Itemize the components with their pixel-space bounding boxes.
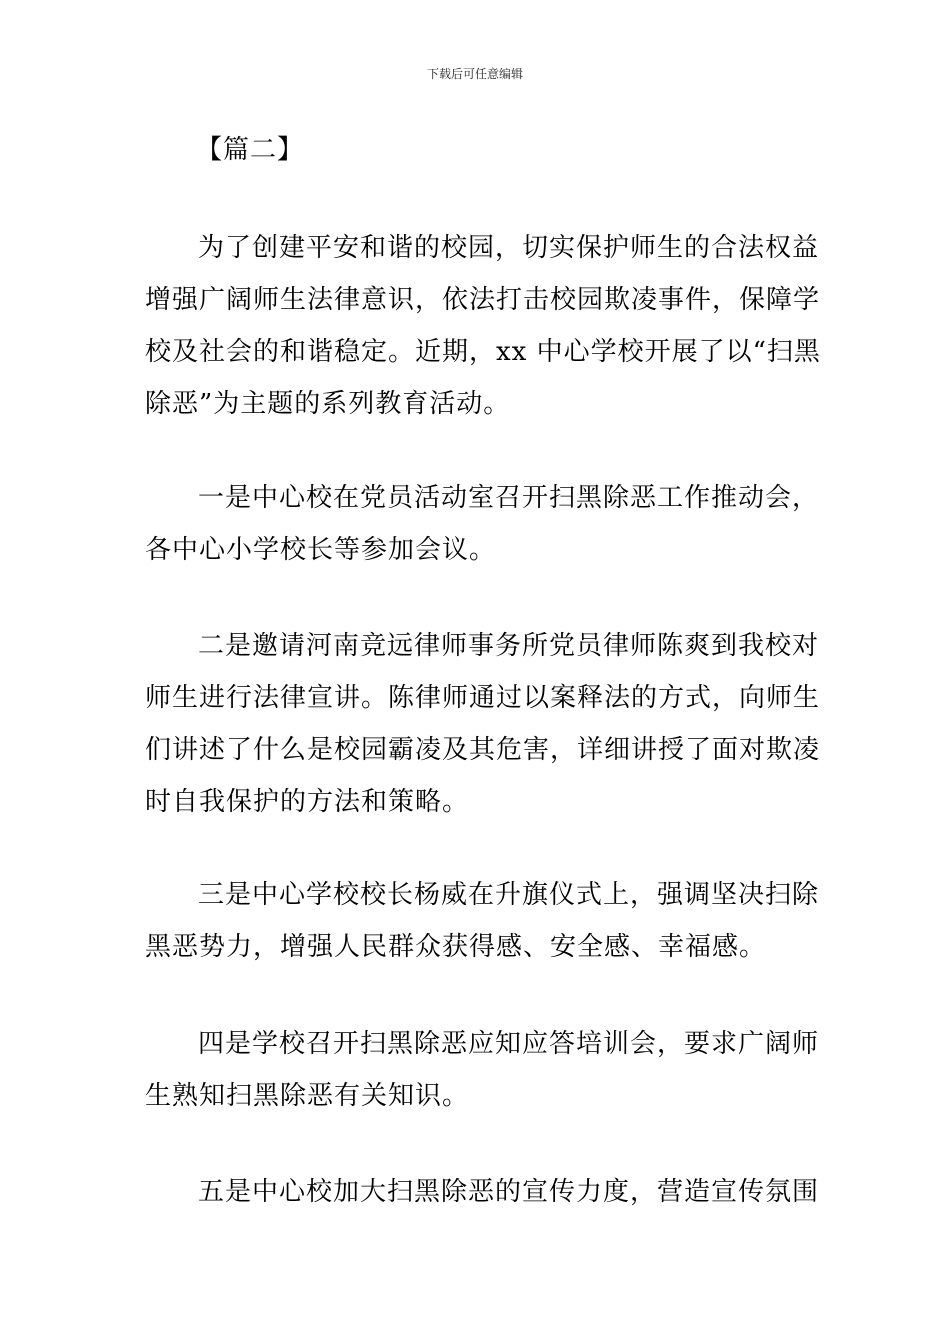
paragraph-line: 一是中心校在党员活动室召开扫黑除恶工作推动会，	[198, 483, 820, 513]
paragraph-line: 三是中心学校校长杨威在升旗仪式上，强调坚决扫除	[198, 880, 820, 910]
page-header: 下载后可任意编辑	[426, 67, 523, 81]
paragraph-line: 校及社会的和谐稳定。近期，xx 中心学校开展了以“扫黑	[145, 337, 821, 367]
paragraph-line: 时自我保护的方法和策略。	[145, 787, 470, 817]
paragraph-line: 师生进行法律宣讲。陈律师通过以案释法的方式，向师生	[145, 683, 821, 713]
paragraph-item-one	[145, 472, 820, 576]
paragraph-line: 四是学校召开扫黑除恶应知应答培训会，要求广阔师	[198, 1029, 820, 1059]
paragraph-item-three	[145, 869, 820, 973]
paragraph-item-four	[145, 1018, 820, 1122]
section-heading: 【篇二】	[196, 135, 305, 165]
paragraph-line: 生熟知扫黑除恶有关知识。	[145, 1081, 470, 1111]
paragraph-line: 各中心小学校长等参加会议。	[145, 535, 497, 565]
paragraph-line: 除恶”为主题的系列教育活动。	[145, 389, 511, 419]
paragraph-intro	[145, 222, 821, 430]
paragraph-line: 二是邀请河南竞远律师事务所党员律师陈爽到我校对	[198, 631, 820, 661]
paragraph-item-two	[145, 620, 821, 828]
paragraph-line: 为了创建平安和谐的校园，切实保护师生的合法权益	[198, 233, 820, 263]
paragraph-line: 们讲述了什么是校园霸凌及其危害，详细讲授了面对欺凌	[145, 735, 821, 765]
paragraph-line: 增强广阔师生法律意识，依法打击校园欺凌事件，保障学	[145, 285, 821, 315]
paragraph-line: 黑恶势力，增强人民群众获得感、安全感、幸福感。	[145, 932, 767, 962]
paragraph-line: 五是中心校加大扫黑除恶的宣传力度，营造宣传氛围	[198, 1177, 820, 1207]
paragraph-item-five	[145, 1166, 820, 1218]
